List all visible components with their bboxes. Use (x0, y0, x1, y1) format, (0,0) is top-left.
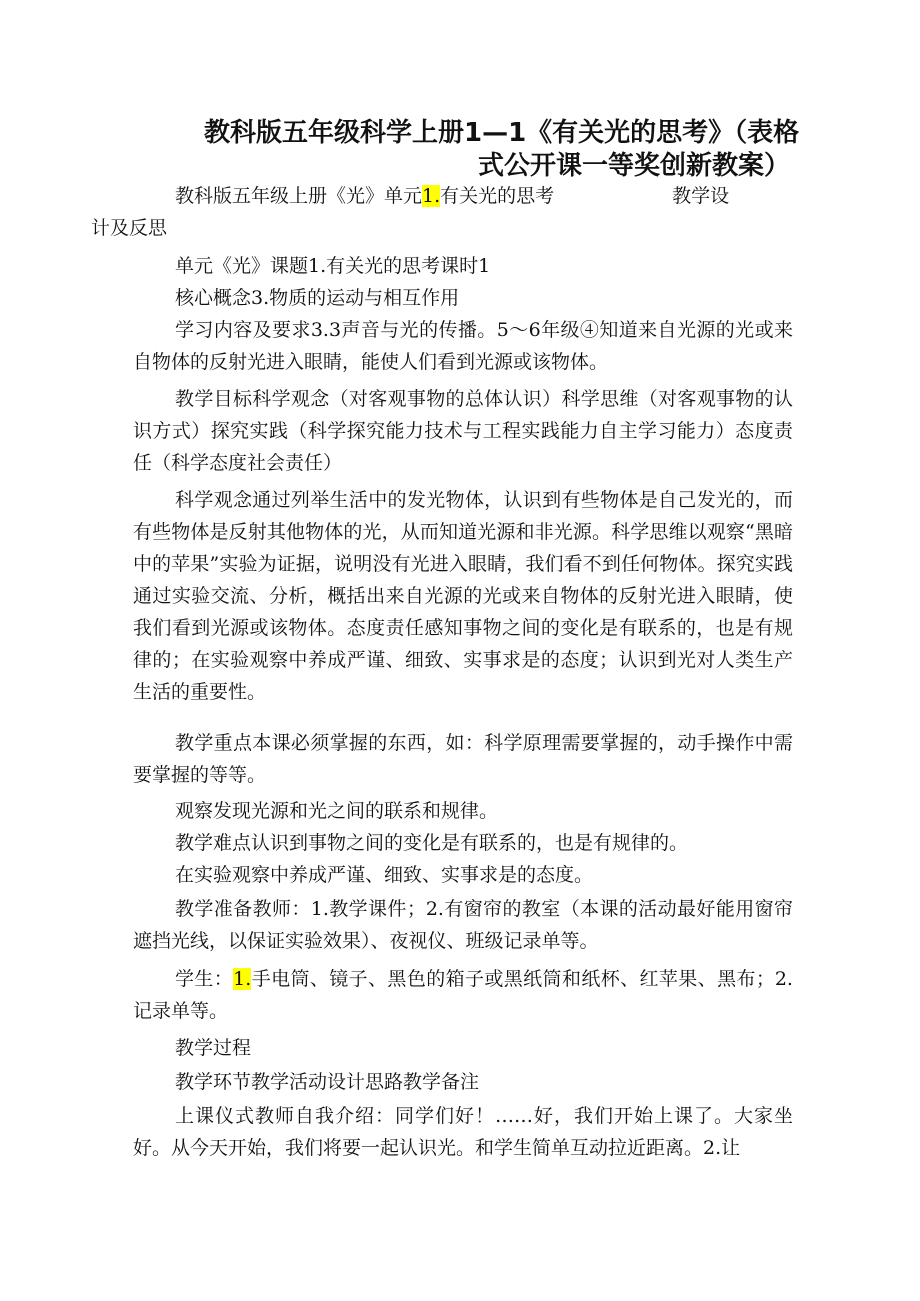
intro-cont: 计及反思 (91, 217, 168, 239)
goals-detail-paragraph: 科学观念通过列举生活中的发光物体，认识到有些物体是自己发光的，而有些物体是反射其他物体的光，从而知道光源和非光源。科学思维以观察“黑暗中的苹果”实验为证据，说明没有光进入眼睛，我们看不到任何物体。探究实践通过实验交流、分析，概括出来自光源的光或来自物体的反射光进入眼睛，使我们看到光源或该物体。态度责任感知事物之间的变化是有联系的，也是有规律的；在实验观察中养成严谨、细致、实事求是的态度；认识到光对人类生产生活的重要性。 (133, 489, 793, 703)
unit-paragraph: 单元《光》课题1.有关光的思考课时1 (175, 255, 491, 277)
highlighted-number: 1. (422, 185, 441, 207)
document-title-line-2: 式公开课一等奖创新教案） (478, 151, 791, 181)
table-columns-line: 教学环节教学活动设计思路教学备注 (175, 1071, 480, 1093)
intro-lesson: 有关光的思考 (440, 185, 555, 207)
core-concept-paragraph: 核心概念3.物质的运动与相互作用 (175, 287, 460, 309)
document-title-line-1: 教科版五年级科学上册1—1《有关光的思考》（表格 (204, 118, 800, 148)
student-materials: 手电筒、镜子、黑色的箱子或黑纸筒和纸杯、红苹果、黑布；2.记录单等。 (133, 968, 793, 1022)
difficulty-paragraph: 教学难点认识到事物之间的变化是有联系的，也是有规律的。 (175, 832, 689, 854)
key-point-paragraph: 教学重点本课必须掌握的东西，如：科学原理需要掌握的，动手操作中需要掌握的等等。 (133, 732, 793, 786)
process-heading: 教学过程 (175, 1037, 252, 1059)
intro-paragraph (91, 180, 793, 244)
student-label: 学生： (175, 968, 234, 990)
attitude-paragraph: 在实验观察中养成严谨、细致、实事求是的态度。 (175, 864, 594, 886)
intro-text: 教科版五年级上册《光》单元 (175, 185, 423, 207)
highlighted-number: 1. (233, 968, 252, 990)
student-paragraph (133, 963, 793, 1027)
preparation-paragraph: 教学准备教师：1.教学课件；2.有窗帘的教室（本课的活动最好能用窗帘遮挡光线，以保证实验效果）、夜视仪、班级记录单等。 (133, 898, 793, 952)
observe-paragraph: 观察发现光源和光之间的联系和规律。 (175, 800, 499, 822)
goals-paragraph: 教学目标科学观念（对客观事物的总体认识）科学思维（对客观事物的认识方式）探究实践（科学探究能力技术与工程实践能力自主学习能力）态度责任（科学态度社会责任） (133, 388, 793, 474)
opening-paragraph: 上课仪式教师自我介绍：同学们好！……好，我们开始上课了。大家坐好。从今天开始，我们将要一起认识光。和学生简单互动拉近距离。2.让 (133, 1105, 793, 1159)
requirement-paragraph: 学习内容及要求3.3声音与光的传播。5～6年级④知道来自光源的光或来自物体的反射光进入眼睛，能使人们看到光源或该物体。 (133, 319, 793, 373)
intro-after: 教学设 (672, 185, 730, 207)
